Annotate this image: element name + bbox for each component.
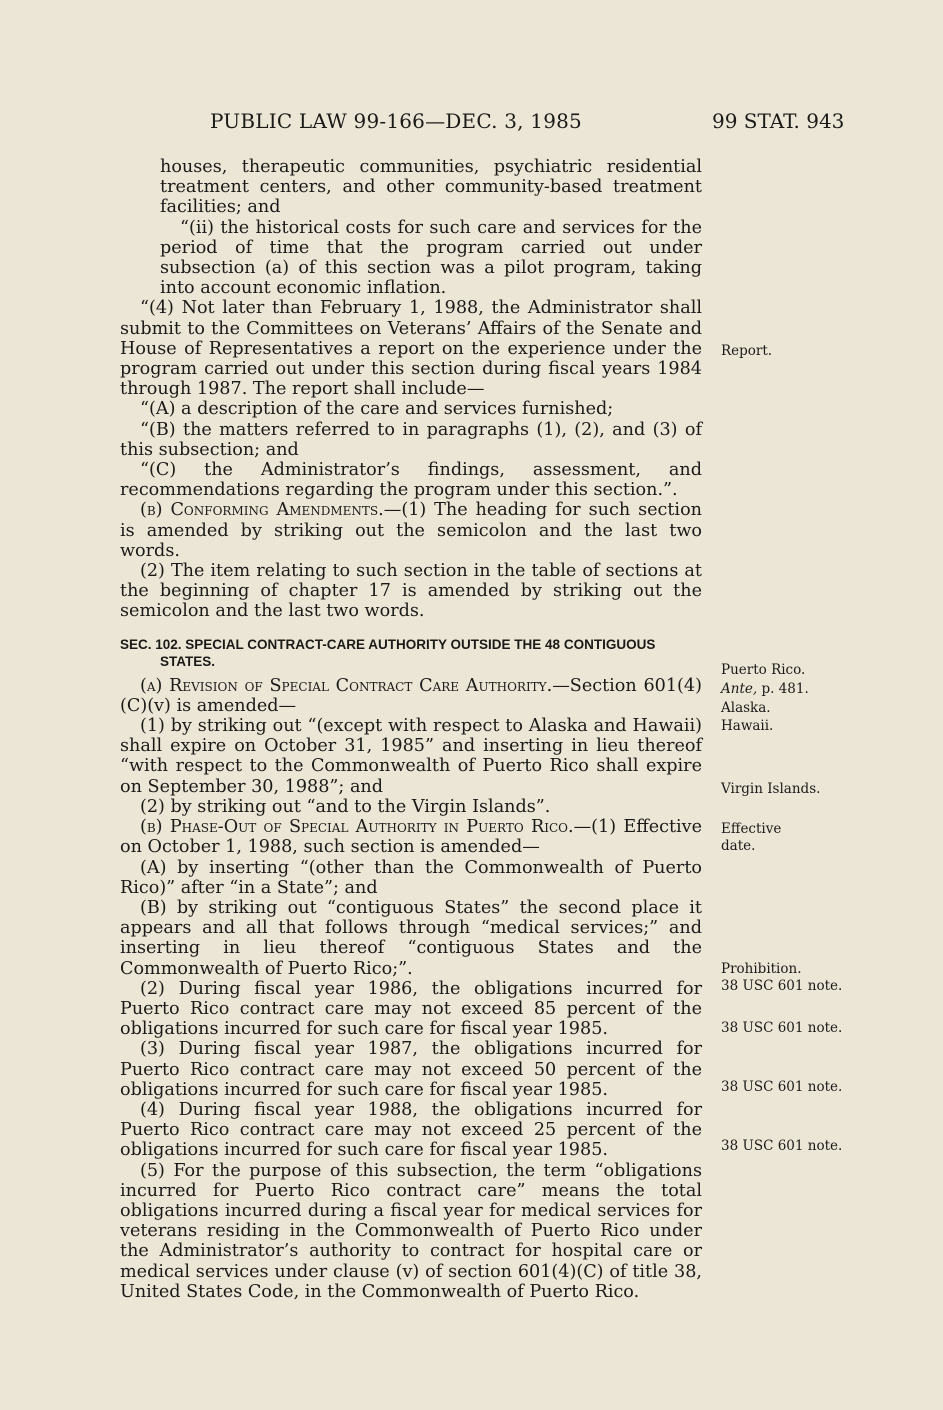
margin-note-usc-definition: 38 USC 601 note. [721, 1138, 843, 1154]
paragraph-striking-1: (1) by striking out “(except with respect to Alaska and Hawaii) shall expire on October 31, 1985” and inserting in lieu thereof “with respect to the Commonwealth of Puerto Rico shall expire on September 30, 1988”; and [120, 716, 702, 797]
margin-note-ante-label: Ante, [721, 681, 758, 697]
margin-note-effective: Effective [721, 821, 782, 837]
page-header-stat: 99 STAT. 943 [712, 109, 845, 133]
revision-heading: (a) Revision of Special Contract Care Authority. [140, 675, 553, 696]
margin-note-hawaii: Hawaii. [721, 718, 774, 734]
margin-note-usc-1986: 38 USC 601 note. [721, 978, 843, 994]
paragraph-fy-1988: (4) During fiscal year 1988, the obligations incurred for Puerto Rico contract care may not exceed 25 percent of the obligations incurred for such care for fiscal year 1985. [120, 1099, 702, 1161]
conforming-amendments-text: —(1) The heading for such section is amended by striking out the semicolon and the last two words. [120, 500, 702, 561]
paragraph-continuation: houses, therapeutic communities, psychiatric residential treatment centers, and other community-based treatment facilities; and [160, 157, 702, 218]
margin-note-ante-page: p. 481. [757, 681, 809, 697]
paragraph-phase-out [120, 817, 702, 857]
paragraph-striking-b: (B) by striking out “contiguous States” the second place it appears and all that follows through “medical services;” and inserting in lieu thereof “contiguous States and the Commonwealth of Puerto Rico;”. [120, 897, 702, 979]
phase-out-heading: (b) Phase-Out of Special Authority in Puerto Rico. [140, 817, 574, 838]
margin-note-usc-1988: 38 USC 601 note. [721, 1079, 843, 1095]
margin-note-report: Report. [721, 343, 773, 359]
paragraph-clause-ii: “(ii) the historical costs for such care and services for the period of time that the program carried out under subsection (a) of this section was a pilot program, taking into account economic inflation. [160, 217, 702, 299]
paragraph-striking-2: (2) by striking out “and to the Virgin Islands”. [140, 796, 551, 817]
paragraph-item-c: “(C) the Administrator’s findings, assessment, and recommendations regarding the program under this section.”. [120, 460, 702, 501]
margin-note-alaska: Alaska. [721, 700, 771, 716]
paragraph-inserting-a: (A) by inserting “(other than the Commonwealth of Puerto Rico)” after “in a State”; and [120, 857, 702, 898]
paragraph-fy-1986: (2) During fiscal year 1986, the obligations incurred for Puerto Rico contract care may not exceed 85 percent of the obligations incurred for such care for fiscal year 1985. [120, 978, 702, 1040]
paragraph-fy-1987: (3) During fiscal year 1987, the obligations incurred for Puerto Rico contract care may not exceed 50 percent of the obligations incurred for such care for fiscal year 1985. [120, 1039, 702, 1100]
section-heading: SEC. 102. SPECIAL CONTRACT-CARE AUTHORITY OUTSIDE THE 48 CONTIGUOUS STATES. [120, 636, 656, 669]
paragraph-conforming-amendments [120, 500, 702, 561]
paragraph-definition: (5) For the purpose of this subsection, the term “obligations incurred for Puerto Rico contract care” means the total obligations incurred during a fiscal year for medical services for veterans residing in the Commonwealth of Puerto Rico under the Administrator’s authority to contract for hospital care or medical services under clause (v) of section 601(4)(C) of title 38, United States Code, in the Commonwealth of Puerto Rico. [120, 1160, 702, 1302]
paragraph-item-a: “(A) a description of the care and services furnished; [140, 399, 614, 420]
paragraph-revision [120, 676, 702, 716]
revision-text: —Section 601(4)(C)(v) is amended— [120, 675, 702, 716]
margin-note-date: date. [721, 838, 756, 854]
paragraph-report-4: “(4) Not later than February 1, 1988, the Administrator shall submit to the Committees on Veterans’ Affairs of the Senate and House of Representatives a report on the experience under the program carried out under this section during fiscal years 1984 through 1987. The report shall include— [120, 298, 702, 400]
page-header-title: PUBLIC LAW 99-166—DEC. 3, 1985 [210, 109, 582, 133]
phase-out-text: —(1) Effective on October 1, 1988, such section is amended— [120, 817, 703, 858]
margin-note-prohibition: Prohibition. [721, 961, 802, 977]
margin-note-puerto-rico: Puerto Rico. [721, 662, 806, 678]
item-b-text: “(B) the matters referred to in paragraphs (1), (2), and (3) of this subsection; and [120, 419, 702, 460]
margin-note-ante [721, 681, 809, 698]
margin-note-usc-1987: 38 USC 601 note. [721, 1020, 843, 1036]
document-body [120, 157, 702, 1302]
margin-note-virgin-islands: Virgin Islands. [721, 781, 821, 797]
paragraph-item-b [120, 420, 702, 460]
conforming-amendments-heading: (b) Conforming Amendments. [140, 500, 384, 521]
paragraph-table-item: (2) The item relating to such section in the table of sections at the beginning of chapter 17 is amended by striking out the semicolon and the last two words. [120, 561, 702, 622]
